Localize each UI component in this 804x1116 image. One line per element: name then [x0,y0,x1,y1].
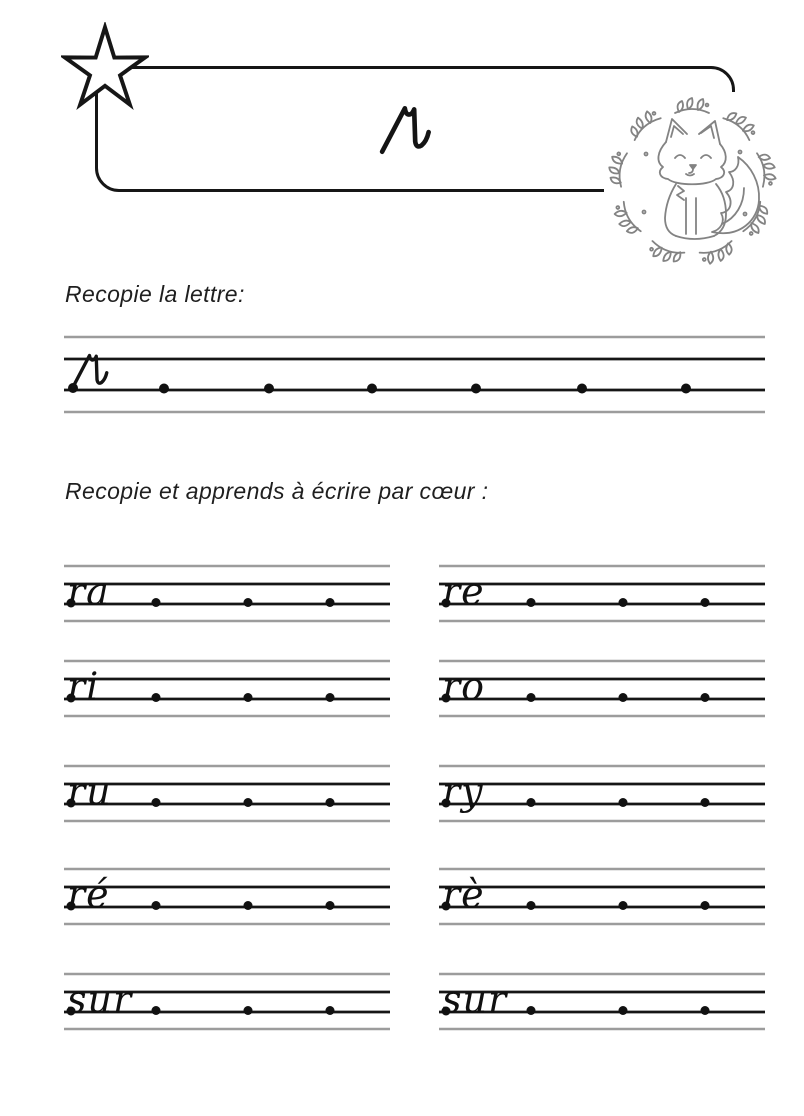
syllable-label: sur [67,977,133,1022]
instruction-copy-letter: Recopie la lettre: [65,281,245,307]
practice-row-left-2 [64,660,390,718]
guide-dot [527,693,536,702]
syllable-label: rè [442,872,485,917]
guide-dot [701,798,710,807]
guide-dot [577,384,587,394]
guide-dot [244,901,253,910]
guide-dot [619,1006,628,1015]
fox-drawing [658,119,759,239]
copy-letter-practice-line [64,335,765,415]
guide-dot [701,598,710,607]
guide-dot [244,598,253,607]
guide-dot [619,598,628,607]
star-icon [61,22,149,110]
leaf-wreath [606,98,777,267]
practice-row-left-1 [64,565,390,623]
guide-dot [326,598,335,607]
guide-dot [152,598,161,607]
practice-row-left-4 [64,868,390,926]
syllable-label: ra [67,569,110,614]
guide-dot [244,693,253,702]
guide-dot [701,901,710,910]
syllable-label: ri [67,664,100,709]
guide-dot [264,384,274,394]
practice-row-right-2 [439,660,765,718]
guide-dot [619,901,628,910]
guide-dot [527,901,536,910]
guide-dot [367,384,377,394]
guide-dot [619,798,628,807]
banner-letter-r [378,102,440,156]
guide-dot [326,693,335,702]
syllable-label: sur [442,977,508,1022]
guide-dot [152,798,161,807]
practice-row-right-4 [439,868,765,926]
guide-dot [244,1006,253,1015]
instruction-copy-words: Recopie et apprends à écrire par cœur : [65,478,489,504]
guide-dot [326,901,335,910]
guide-dot [619,693,628,702]
guide-dot [701,1006,710,1015]
guide-dot [527,1006,536,1015]
guide-dot [326,1006,335,1015]
practice-row-right-1 [439,565,765,623]
practice-row-left-3 [64,765,390,823]
guide-dot [159,384,169,394]
guide-dot [152,693,161,702]
syllable-label: re [442,569,485,614]
syllable-label: ro [442,664,486,709]
fox-illustration [604,92,780,268]
guide-dot [152,1006,161,1015]
syllable-label: ry [442,769,484,814]
guide-dot [681,384,691,394]
guide-dot [326,798,335,807]
practice-row-right-3 [439,765,765,823]
practice-row-left-5 [64,973,390,1031]
syllable-label: ru [67,769,112,814]
practice-row-right-5 [439,973,765,1031]
guide-dot [471,384,481,394]
guide-dot [527,598,536,607]
guide-dot [701,693,710,702]
guide-dot [527,798,536,807]
syllable-label: ré [67,872,110,917]
guide-dot [152,901,161,910]
guide-dot [244,798,253,807]
